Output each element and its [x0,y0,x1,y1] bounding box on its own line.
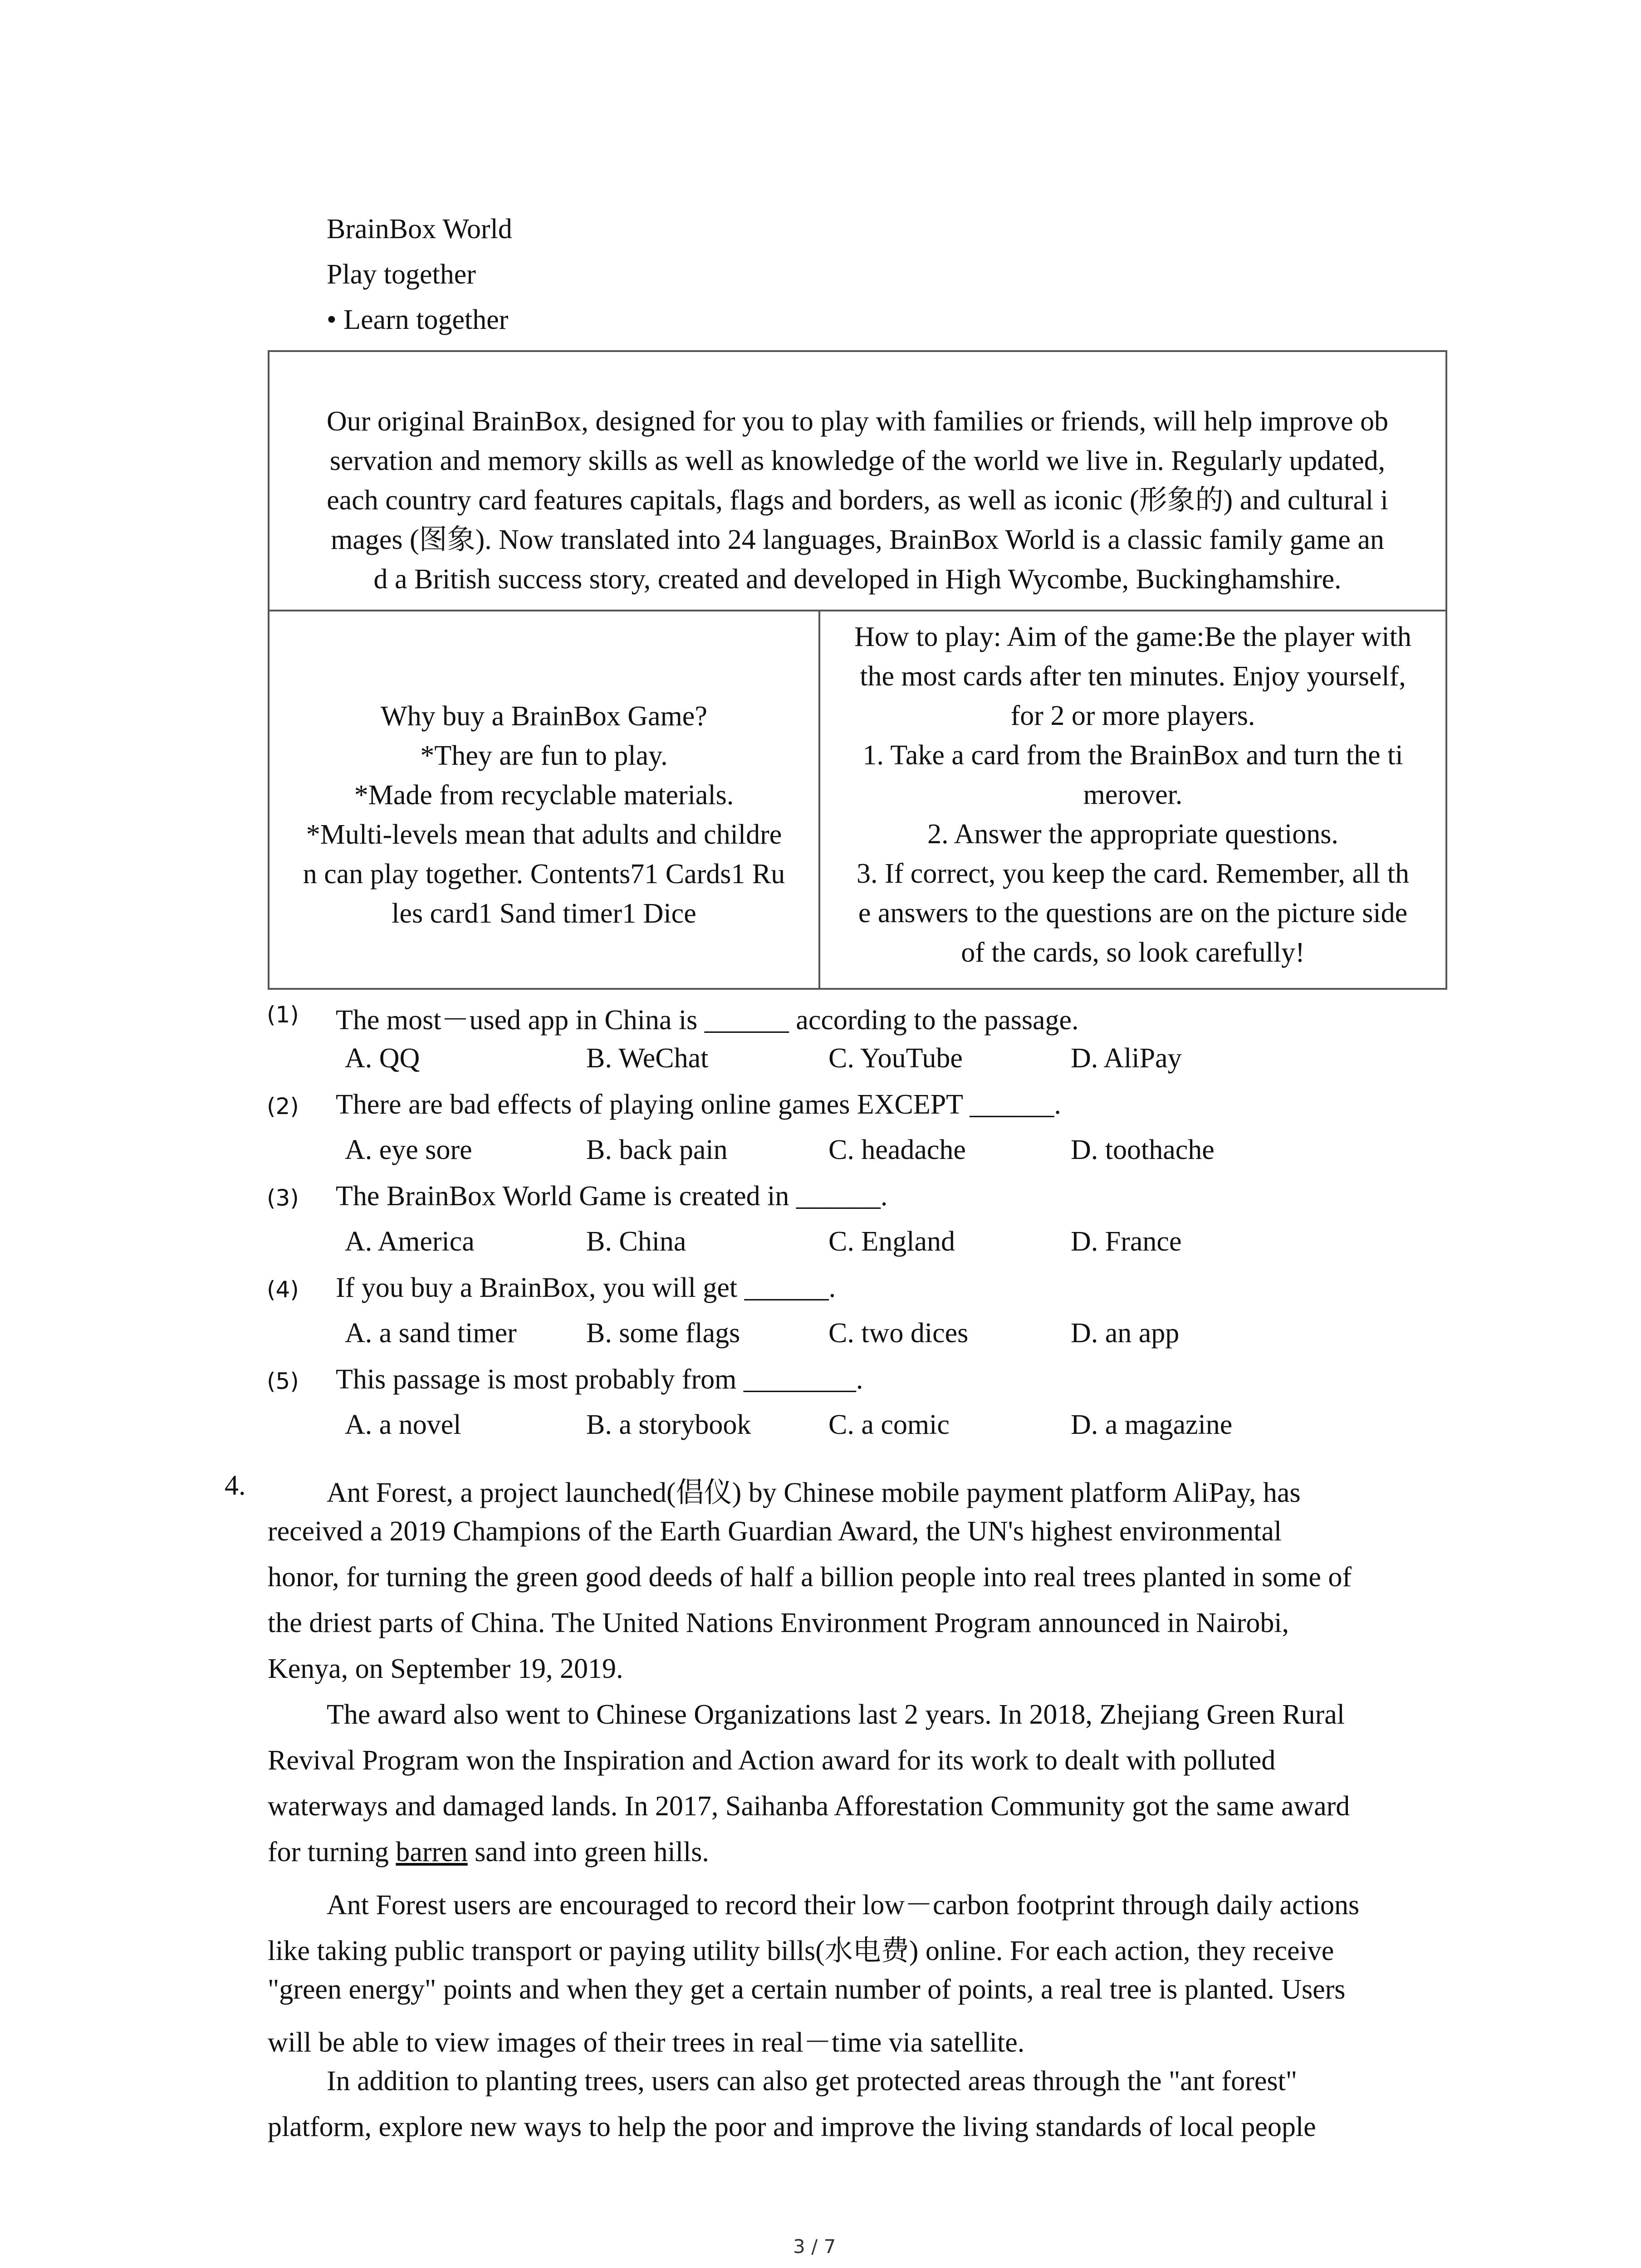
question-text: The most－used app in China is ______ according to the passage. [336,1005,1079,1036]
game-title: BrainBox World [327,214,512,244]
passage-line [268,1836,709,1868]
slogan-line-1: Play together [327,259,476,290]
passage-line: Ant Forest, a project launched(倡仪) by Chinese mobile payment platform AliPay, has [327,1477,1301,1508]
question-text: This passage is most probably from ________. [336,1364,863,1395]
option-a[interactable]: A. a novel [345,1409,461,1440]
option-a[interactable]: A. eye sore [345,1134,472,1165]
passage-line: like taking public transport or paying utility bills(水电费) online. For each action, they receive [268,1936,1334,1966]
howto-line: 1. Take a card from the BrainBox and turn the ti [862,740,1403,771]
slogan-line-2: • Learn together [327,304,509,335]
passage-line: In addition to planting trees, users can also get protected areas through the "ant forest" [327,2066,1297,2097]
howto-line: of the cards, so look carefully! [961,937,1305,968]
question-number: (5) [267,1368,299,1394]
passage-line: will be able to view images of their trees in real－time via satellite. [268,2027,1025,2058]
option-b[interactable]: B. a storybook [586,1409,751,1440]
passage-line: "green energy" points and when they get a certain number of points, a real tree is planted. Users [268,1974,1346,2005]
howto-line: the most cards after ten minutes. Enjoy yourself, [860,661,1406,692]
option-c[interactable]: C. England [828,1226,955,1257]
underlined-word-barren: barren [396,1837,468,1867]
howto-line: 2. Answer the appropriate questions. [927,819,1338,850]
intro-line: Our original BrainBox, designed for you to play with families or friends, will help improve ob [326,406,1389,437]
passage-line: the driest parts of China. The United Nations Environment Program announced in Nairobi, [268,1608,1289,1638]
intro-cell [269,402,1445,599]
option-c[interactable]: C. two dices [828,1318,969,1349]
passage-number: 4. [225,1470,246,1501]
option-c[interactable]: C. headache [828,1134,966,1165]
intro-line: d a British success story, created and developed in High Wycombe, Buckinghamshire. [373,564,1342,595]
why-line: *Made from recyclable materials. [354,780,734,811]
howto-line: merover. [1083,779,1183,810]
intro-line: mages (图象). Now translated into 24 languages, BrainBox World is a classic family game an [331,524,1384,555]
how-to-play-cell [820,617,1445,973]
option-b[interactable]: B. some flags [586,1318,740,1349]
passage-line: Ant Forest users are encouraged to record their low－carbon footprint through daily actions [327,1890,1360,1921]
option-a[interactable]: A. America [345,1226,475,1257]
passage-line: Kenya, on September 19, 2019. [268,1653,623,1684]
info-table [268,350,1447,990]
question-number: (2) [267,1093,299,1119]
option-d[interactable]: D. AliPay [1071,1043,1182,1074]
why-line: *Multi-levels mean that adults and childre [306,819,782,850]
passage-line: waterways and damaged lands. In 2017, Saihanba Afforestation Community got the same award [268,1791,1350,1822]
passage-line: Revival Program won the Inspiration and Action award for its work to dealt with polluted [268,1745,1276,1776]
table-divider-horizontal [269,610,1445,611]
question-number: (4) [267,1276,299,1303]
question-text: If you buy a BrainBox, you will get ______. [336,1272,836,1303]
howto-line: for 2 or more players. [1010,700,1255,731]
line-prefix: for turning [268,1837,389,1867]
why-line: *They are fun to play. [420,740,668,771]
option-d[interactable]: D. an app [1071,1318,1180,1349]
option-c[interactable]: C. YouTube [828,1043,963,1074]
why-buy-cell [269,697,818,934]
passage-line: The award also went to Chinese Organizations last 2 years. In 2018, Zhejiang Green Rural [327,1699,1345,1730]
why-line: n can play together. Contents71 Cards1 Ru [303,859,785,890]
option-b[interactable]: B. back pain [586,1134,728,1165]
passage-line: platform, explore new ways to help the poor and improve the living standards of local people [268,2112,1316,2142]
why-line: Why buy a BrainBox Game? [381,701,707,732]
passage-line: honor, for turning the green good deeds of half a billion people into real trees planted in some of [268,1562,1352,1593]
question-text: There are bad effects of playing online games EXCEPT ______. [336,1089,1061,1120]
option-b[interactable]: B. WeChat [586,1043,709,1074]
intro-line: servation and memory skills as well as knowledge of the world we live in. Regularly updated, [329,445,1386,476]
question-text: The BrainBox World Game is created in ______. [336,1181,888,1212]
option-b[interactable]: B. China [586,1226,686,1257]
option-c[interactable]: C. a comic [828,1409,950,1440]
option-d[interactable]: D. France [1071,1226,1182,1257]
why-line: les card1 Sand timer1 Dice [392,898,696,929]
option-a[interactable]: A. QQ [345,1043,420,1074]
question-number: (3) [267,1185,299,1211]
option-a[interactable]: A. a sand timer [345,1318,517,1349]
howto-line: 3. If correct, you keep the card. Remember, all th [856,858,1410,889]
option-d[interactable]: D. a magazine [1071,1409,1233,1440]
passage-line: received a 2019 Champions of the Earth Guardian Award, the UN's highest environmental [268,1516,1282,1547]
howto-line: How to play: Aim of the game:Be the player with [854,621,1411,652]
howto-line: e answers to the questions are on the picture side [858,898,1408,929]
page-number: 3 / 7 [793,2235,836,2258]
question-number: (1) [267,1002,299,1028]
line-suffix: sand into green hills. [475,1837,709,1867]
intro-line: each country card features capitals, flags and borders, as well as iconic (形象的) and cultural i [327,485,1388,516]
option-d[interactable]: D. toothache [1071,1134,1215,1165]
